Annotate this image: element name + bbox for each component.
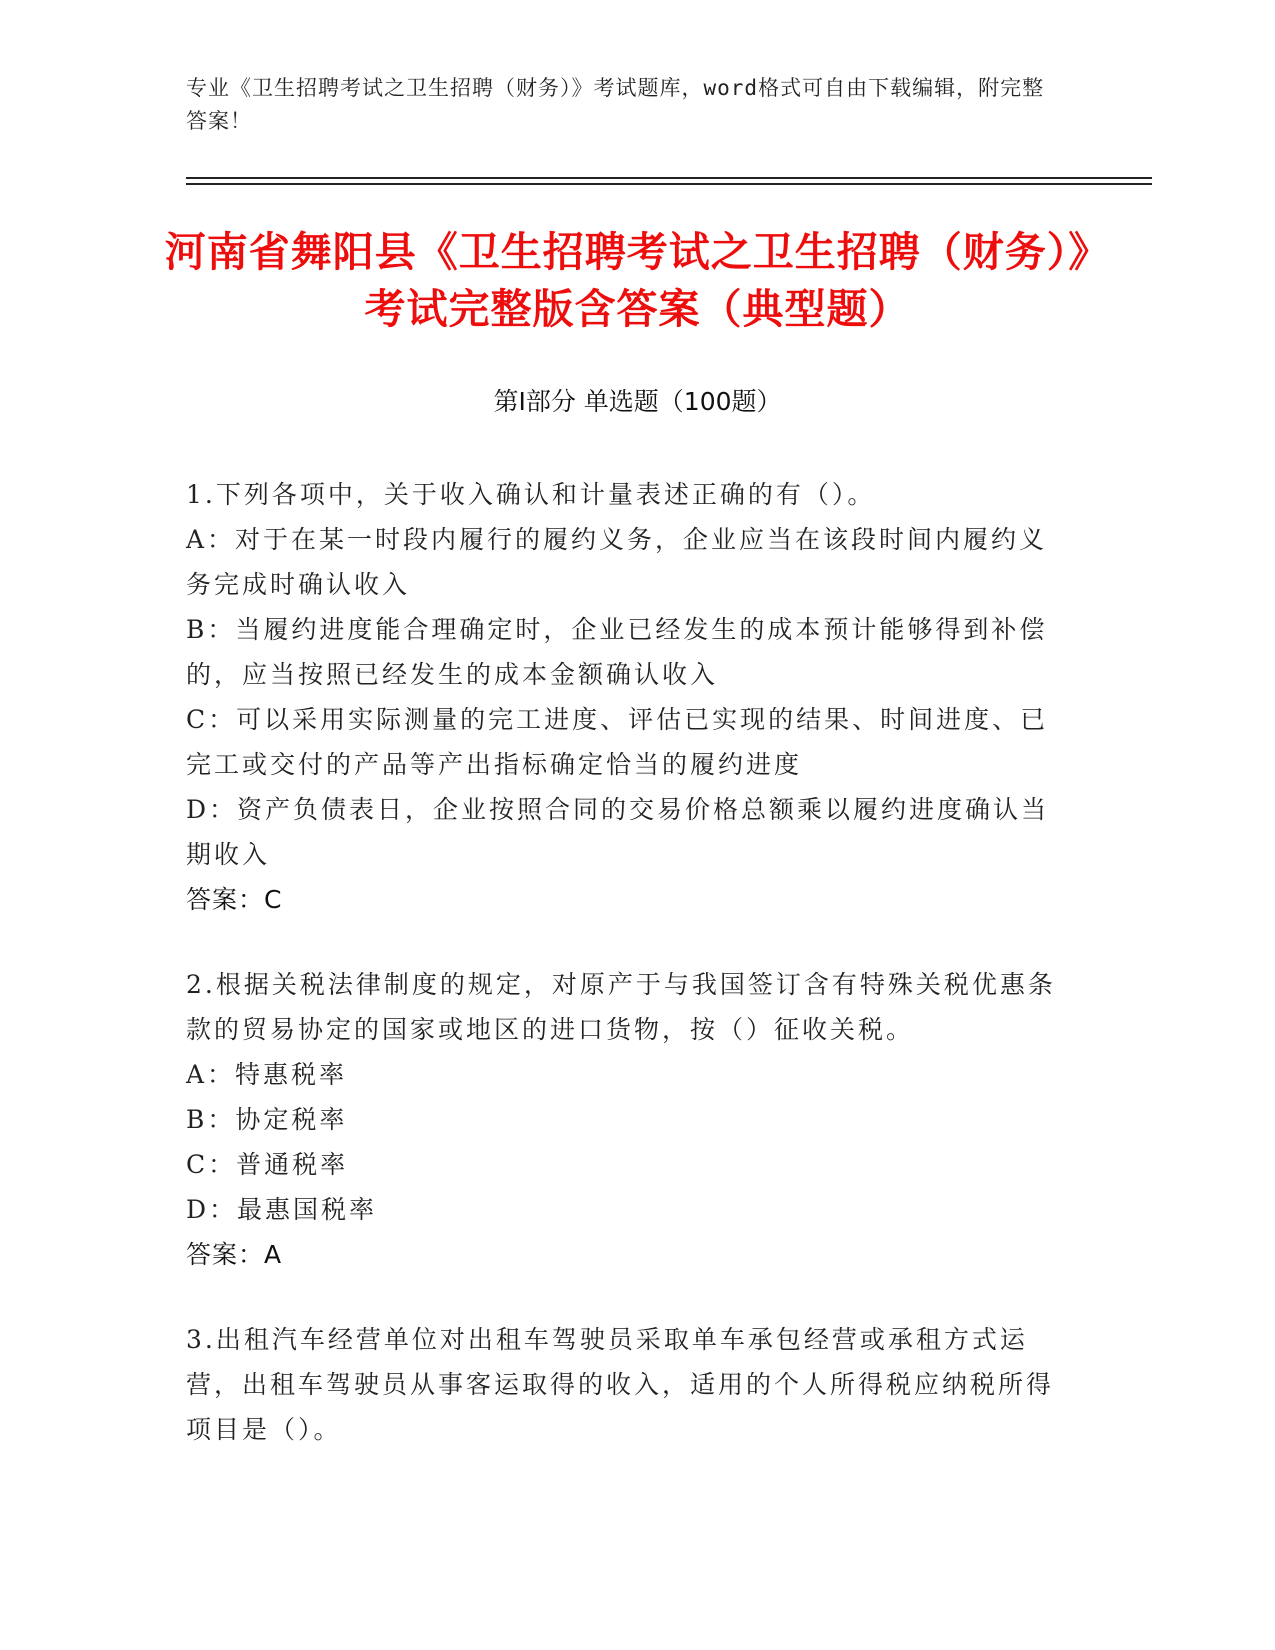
question-text: 3.出租汽车经营单位对出租车驾驶员采取单车承包经营或承租方式运营，出租车驾驶员从事客运取得的收入，适用的个人所得税应纳税所得项目是（）。 xyxy=(186,1325,1055,1444)
question-text: 2.根据关税法律制度的规定，对原产于与我国签订含有特殊关税优惠条款的贸易协定的国家或地区的进口货物，按（）征收关税。 xyxy=(186,970,1056,1044)
option-b: B：协定税率 xyxy=(186,1105,348,1134)
question-text: 1.下列各项中，关于收入确认和计量表述正确的有（）。 xyxy=(186,480,876,509)
option-a: A：特惠税率 xyxy=(186,1060,348,1089)
header-note: 专业《卫生招聘考试之卫生招聘（财务）》考试题库，word格式可自由下载编辑，附完整答案！ xyxy=(186,76,1045,133)
section-heading: 第I部分 单选题（100题） xyxy=(493,387,782,416)
answer: 答案：C xyxy=(186,885,283,914)
option-b: B：当履约进度能合理确定时，企业已经发生的成本预计能够得到补偿的，应当按照已经发生的成本金额确认收入 xyxy=(186,615,1048,689)
option-d: D：资产负债表日，企业按照合同的交易价格总额乘以履约进度确认当期收入 xyxy=(186,795,1050,869)
header-divider-top xyxy=(186,177,1152,179)
option-c: C：可以采用实际测量的完工进度、评估已实现的结果、时间进度、已完工或交付的产品等产出指标确定恰当的履约进度 xyxy=(186,705,1049,779)
answer: 答案：A xyxy=(186,1240,283,1269)
header-divider-bottom xyxy=(186,183,1152,185)
option-a: A：对于在某一时段内履行的履约义务，企业应当在该段时间内履约义务完成时确认收入 xyxy=(186,525,1048,599)
option-d: D：最惠国税率 xyxy=(186,1195,378,1224)
question-3 xyxy=(186,1317,1066,1452)
option-c: C：普通税率 xyxy=(186,1150,349,1179)
document-title: 河南省舞阳县《卫生招聘考试之卫生招聘（财务）》考试完整版含答案（典型题） xyxy=(164,228,1111,333)
question-2 xyxy=(186,962,1066,1277)
question-1 xyxy=(186,472,1066,922)
question-list xyxy=(186,472,1066,1492)
